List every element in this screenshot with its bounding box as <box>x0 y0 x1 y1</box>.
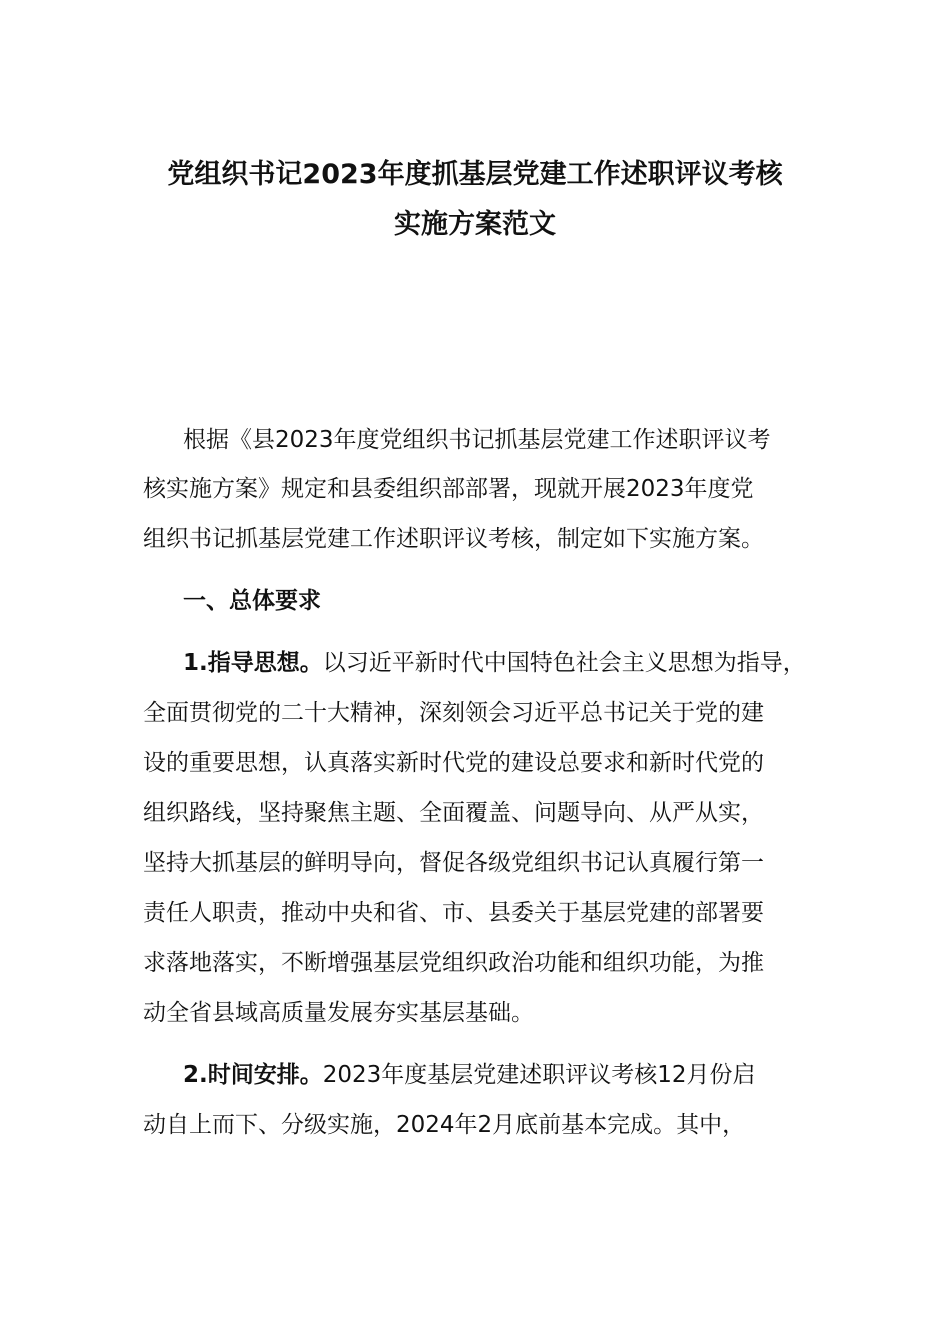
document-title-line-1: 党组织书记2023年度抓基层党建工作述职评议考核 <box>167 159 783 190</box>
document-title-line-2: 实施方案范文 <box>394 209 556 240</box>
section-heading-general-requirements: 一、总体要求 <box>183 588 321 614</box>
item1-line-1: 以习近平新时代中国特色社会主义思想为指导， <box>322 650 806 676</box>
intro-line-1: 根据《县2023年度党组织书记抓基层党建工作述职评议考 <box>183 427 771 453</box>
item1-line-2: 全面贯彻党的二十大精神，深刻领会习近平总书记关于党的建 <box>143 700 764 726</box>
item2-line-2: 动自上而下、分级实施，2024年2月底前基本完成。其中， <box>143 1112 746 1138</box>
item2-label: 2.时间安排。 <box>183 1062 323 1088</box>
intro-line-2: 核实施方案》规定和县委组织部部署，现就开展2023年度党 <box>143 476 754 502</box>
item1-line-7: 求落地落实，不断增强基层党组织政治功能和组织功能，为推 <box>143 950 764 976</box>
item1-line-6: 责任人职责，推动中央和省、市、县委关于基层党建的部署要 <box>143 900 764 926</box>
item1-label: 1.指导思想。 <box>183 650 323 676</box>
item2-line-1: 2023年度基层党建述职评议考核12月份启 <box>322 1062 756 1088</box>
item1-line-5: 坚持大抓基层的鲜明导向，督促各级党组织书记认真履行第一 <box>143 850 764 876</box>
item1-line-3: 设的重要思想，认真落实新时代党的建设总要求和新时代党的 <box>143 750 764 776</box>
item1-line-8: 动全省县域高质量发展夯实基层基础。 <box>143 1000 534 1026</box>
item2-first-line <box>183 1060 756 1090</box>
item1-line-4: 组织路线，坚持聚焦主题、全面覆盖、问题导向、从严从实， <box>143 800 764 826</box>
item1-first-line <box>183 648 806 678</box>
intro-line-3: 组织书记抓基层党建工作述职评议考核，制定如下实施方案。 <box>143 526 764 552</box>
